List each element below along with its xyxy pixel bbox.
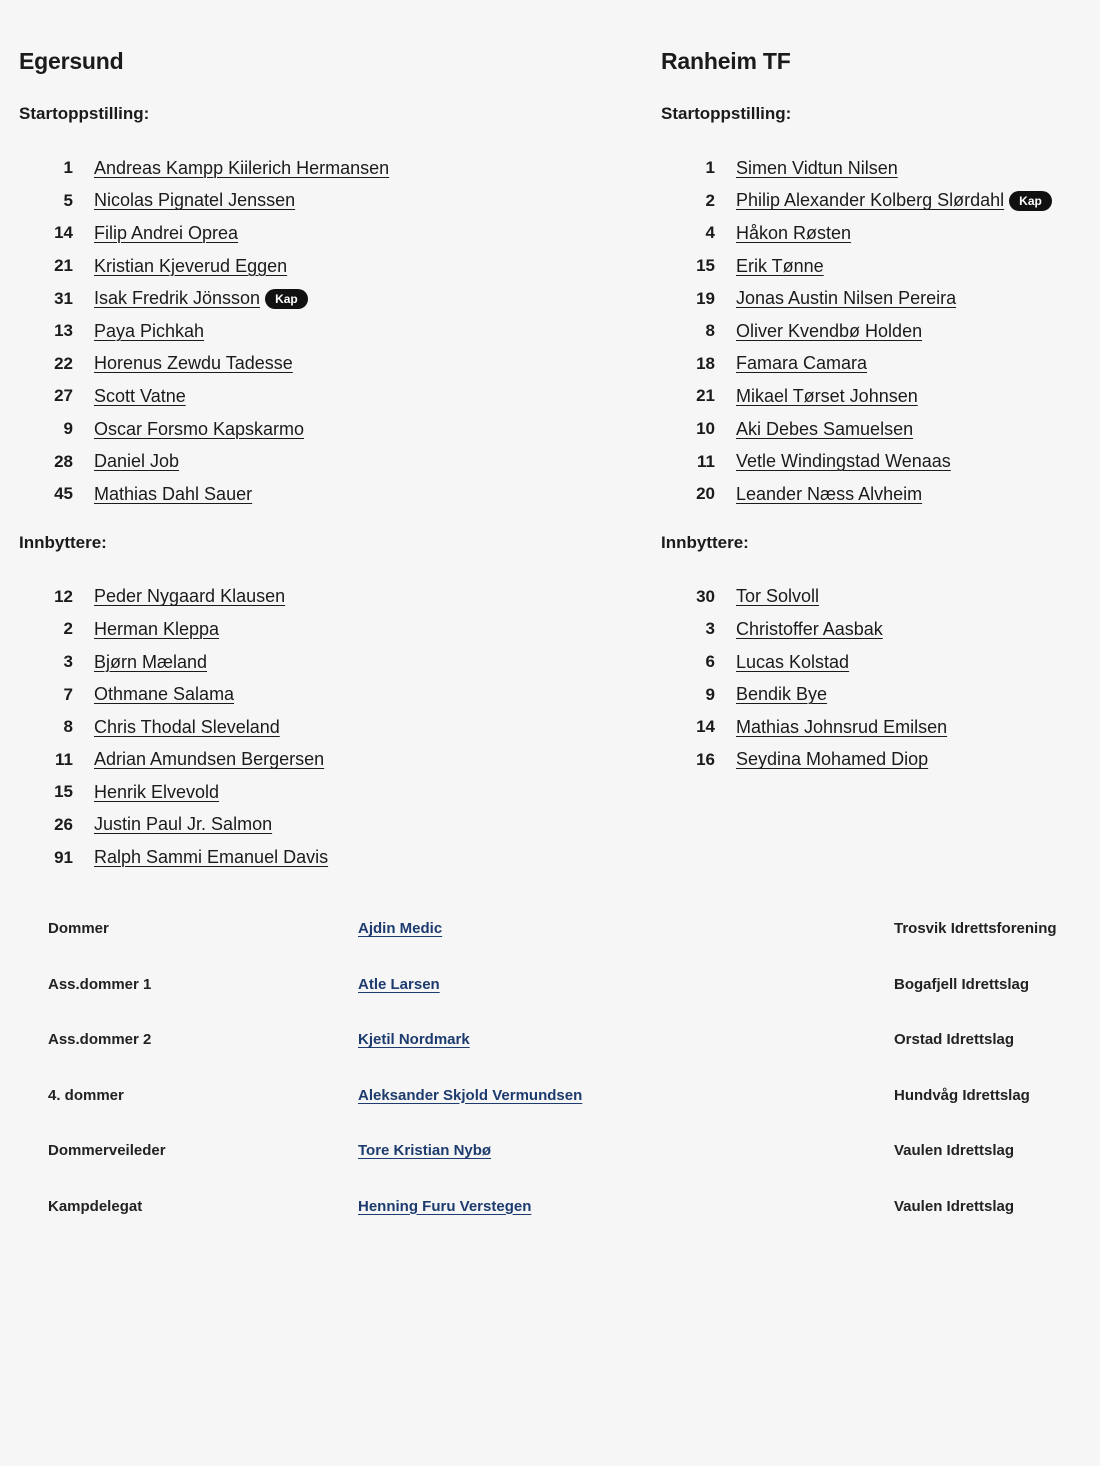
player-row [19, 809, 459, 842]
away-subs-list [661, 581, 1100, 777]
official-club: Vaulen Idrettslag [894, 1142, 1015, 1159]
player-row [19, 413, 459, 446]
player-number: 15 [696, 256, 715, 276]
captain-badge: Kap [1009, 191, 1052, 211]
player-row [19, 711, 459, 744]
player-row [661, 315, 1100, 348]
player-name-link[interactable]: Leander Næss Alvheim [736, 483, 923, 504]
official-role: Dommer [48, 920, 109, 937]
home-subs-list [19, 581, 459, 874]
player-row [661, 348, 1100, 381]
player-name-link[interactable]: Daniel Job [94, 451, 180, 472]
home-subs-title: Innbyttere: [19, 532, 107, 552]
player-row [661, 217, 1100, 250]
player-row [661, 250, 1100, 283]
official-name-link[interactable]: Aleksander Skjold Vermundsen [358, 1086, 583, 1104]
player-name-link[interactable]: Mathias Johnsrud Emilsen [736, 716, 948, 737]
official-role: Ass.dommer 2 [48, 1031, 152, 1048]
player-name-link[interactable]: Håkon Røsten [736, 222, 852, 243]
official-role: Ass.dommer 1 [48, 975, 152, 993]
home-start-title: Startoppstilling: [19, 104, 150, 123]
away-team-name: Ranheim TF [661, 48, 791, 74]
official-role: Kampdelegat [48, 1197, 143, 1215]
player-row [661, 152, 1100, 185]
player-row [661, 744, 1100, 777]
player-number: 16 [696, 749, 715, 769]
official-club: Trosvik Idrettsforening [894, 920, 1057, 937]
official-role: Dommerveileder [48, 1142, 166, 1159]
player-name-link[interactable]: Kristian Kjeverud Eggen [94, 255, 288, 276]
player-name-link[interactable]: Christoffer Aasbak [736, 618, 883, 639]
player-name-link[interactable]: Simen Vidtun Nilsen [736, 157, 898, 178]
player-row [19, 152, 459, 185]
player-row [19, 744, 459, 777]
player-number: 21 [54, 256, 73, 276]
player-name-link[interactable]: Philip Alexander Kolberg Slørdahl [736, 190, 1005, 211]
player-number: 28 [54, 451, 73, 471]
player-number: 27 [54, 386, 73, 406]
player-row [19, 678, 459, 711]
official-row [48, 958, 1078, 1014]
home-team-name: Egersund [19, 48, 124, 74]
player-row [661, 646, 1100, 679]
player-name-link[interactable]: Bjørn Mæland [94, 651, 208, 672]
player-row [19, 841, 459, 874]
player-name-link[interactable]: Ralph Sammi Emanuel Davis [94, 847, 329, 868]
player-name-link[interactable]: Bendik Bye [736, 684, 828, 705]
player-number: 2 [705, 190, 715, 210]
official-row [48, 1180, 1078, 1236]
official-club: Orstad Idrettslag [894, 1031, 1015, 1048]
player-name-link[interactable]: Horenus Zewdu Tadesse [94, 353, 293, 374]
official-club: Bogafjell Idrettslag [894, 975, 1030, 993]
player-name-link[interactable]: Herman Kleppa [94, 618, 220, 639]
away-starters-list [661, 152, 1100, 511]
player-name-link[interactable]: Henrik Elvevold [94, 781, 220, 802]
official-row [48, 1069, 1078, 1125]
player-row [19, 348, 459, 381]
player-number: 20 [696, 484, 715, 504]
player-number: 14 [54, 223, 73, 243]
player-name-link[interactable]: Isak Fredrik Jönsson [94, 288, 261, 309]
player-name-link[interactable]: Filip Andrei Oprea [94, 222, 239, 243]
player-row [661, 678, 1100, 711]
player-number: 9 [63, 419, 73, 439]
player-row [19, 581, 459, 614]
player-name-link[interactable]: Peder Nygaard Klausen [94, 586, 286, 607]
player-row [19, 380, 459, 413]
player-name-link[interactable]: Mathias Dahl Sauer [94, 483, 253, 504]
player-name-link[interactable]: Mikael Tørset Johnsen [736, 385, 918, 406]
player-name-link[interactable]: Adrian Amundsen Bergersen [94, 749, 325, 770]
player-row [661, 613, 1100, 646]
player-number: 26 [54, 814, 73, 834]
player-number: 15 [54, 782, 73, 802]
player-name-link[interactable]: Tor Solvoll [736, 586, 820, 607]
player-number: 10 [696, 419, 715, 439]
player-name-link[interactable]: Famara Camara [736, 353, 868, 374]
player-number: 31 [54, 288, 73, 308]
player-number: 11 [697, 451, 715, 471]
player-name-link[interactable]: Erik Tønne [736, 255, 824, 276]
official-row [48, 1124, 1078, 1180]
official-role: 4. dommer [48, 1086, 124, 1104]
player-name-link[interactable]: Paya Pichkah [94, 320, 205, 341]
player-row [19, 217, 459, 250]
player-number: 9 [705, 684, 715, 704]
player-number: 1 [63, 158, 73, 178]
official-name-link[interactable]: Atle Larsen [358, 975, 440, 993]
player-name-link[interactable]: Justin Paul Jr. Salmon [94, 814, 273, 835]
player-number: 5 [63, 190, 73, 210]
official-name-link[interactable]: Ajdin Medic [358, 920, 443, 937]
player-row [19, 776, 459, 809]
player-number: 11 [55, 749, 73, 769]
player-number: 18 [696, 353, 715, 373]
player-row [19, 282, 459, 315]
player-row [661, 478, 1100, 511]
player-number: 22 [54, 353, 73, 373]
official-name-link[interactable]: Kjetil Nordmark [358, 1031, 470, 1048]
player-number: 91 [54, 847, 73, 867]
player-name-link[interactable]: Oscar Forsmo Kapskarmo [94, 418, 305, 439]
player-row [661, 445, 1100, 478]
away-subs-title: Innbyttere: [661, 532, 749, 552]
player-row [661, 581, 1100, 614]
player-number: 1 [705, 158, 715, 178]
player-number: 45 [54, 484, 73, 504]
away-start-title: Startoppstilling: [661, 104, 792, 123]
home-team [19, 46, 459, 874]
player-name-link[interactable]: Oliver Kvendbø Holden [736, 320, 923, 341]
player-row [19, 478, 459, 511]
player-row [661, 185, 1100, 218]
player-number: 12 [54, 586, 73, 606]
official-row [48, 902, 1078, 958]
player-number: 3 [705, 619, 715, 639]
home-starters-list [19, 152, 459, 511]
player-number: 2 [63, 619, 73, 639]
official-club: Vaulen Idrettslag [894, 1197, 1015, 1215]
player-number: 14 [696, 717, 715, 737]
player-row [19, 250, 459, 283]
player-number: 4 [705, 223, 715, 243]
player-number: 8 [705, 321, 715, 341]
player-number: 8 [63, 717, 73, 737]
player-name-link[interactable]: Chris Thodal Sleveland [94, 716, 280, 737]
player-row [661, 380, 1100, 413]
official-row [48, 1013, 1078, 1069]
player-name-link[interactable]: Andreas Kampp Kiilerich Hermansen [94, 157, 390, 178]
player-row [19, 185, 459, 218]
player-number: 30 [696, 586, 715, 606]
player-number: 7 [63, 684, 73, 704]
player-number: 19 [696, 288, 715, 308]
player-name-link[interactable]: Seydina Mohamed Diop [736, 749, 929, 770]
official-name-link[interactable]: Tore Kristian Nybø [358, 1142, 492, 1159]
player-number: 13 [54, 321, 73, 341]
player-number: 6 [705, 652, 715, 672]
player-number: 3 [63, 652, 73, 672]
player-row [661, 711, 1100, 744]
away-team [661, 46, 1100, 776]
player-name-link[interactable]: Nicolas Pignatel Jenssen [94, 190, 296, 211]
official-name-link[interactable]: Henning Furu Verstegen [358, 1197, 532, 1215]
player-name-link[interactable]: Jonas Austin Nilsen Pereira [736, 288, 957, 309]
player-row [661, 413, 1100, 446]
player-row [19, 445, 459, 478]
official-club: Hundvåg Idrettslag [894, 1086, 1030, 1104]
teams-section [0, 46, 1100, 886]
player-row [19, 315, 459, 348]
player-name-link[interactable]: Scott Vatne [94, 385, 186, 406]
player-row [661, 282, 1100, 315]
player-name-link[interactable]: Aki Debes Samuelsen [736, 418, 914, 439]
player-row [19, 646, 459, 679]
officials-table [48, 902, 1078, 1235]
player-row [19, 613, 459, 646]
captain-badge: Kap [265, 289, 308, 309]
player-name-link[interactable]: Lucas Kolstad [736, 651, 850, 672]
player-name-link[interactable]: Othmane Salama [94, 684, 235, 705]
player-number: 21 [696, 386, 715, 406]
player-name-link[interactable]: Vetle Windingstad Wenaas [736, 451, 951, 472]
